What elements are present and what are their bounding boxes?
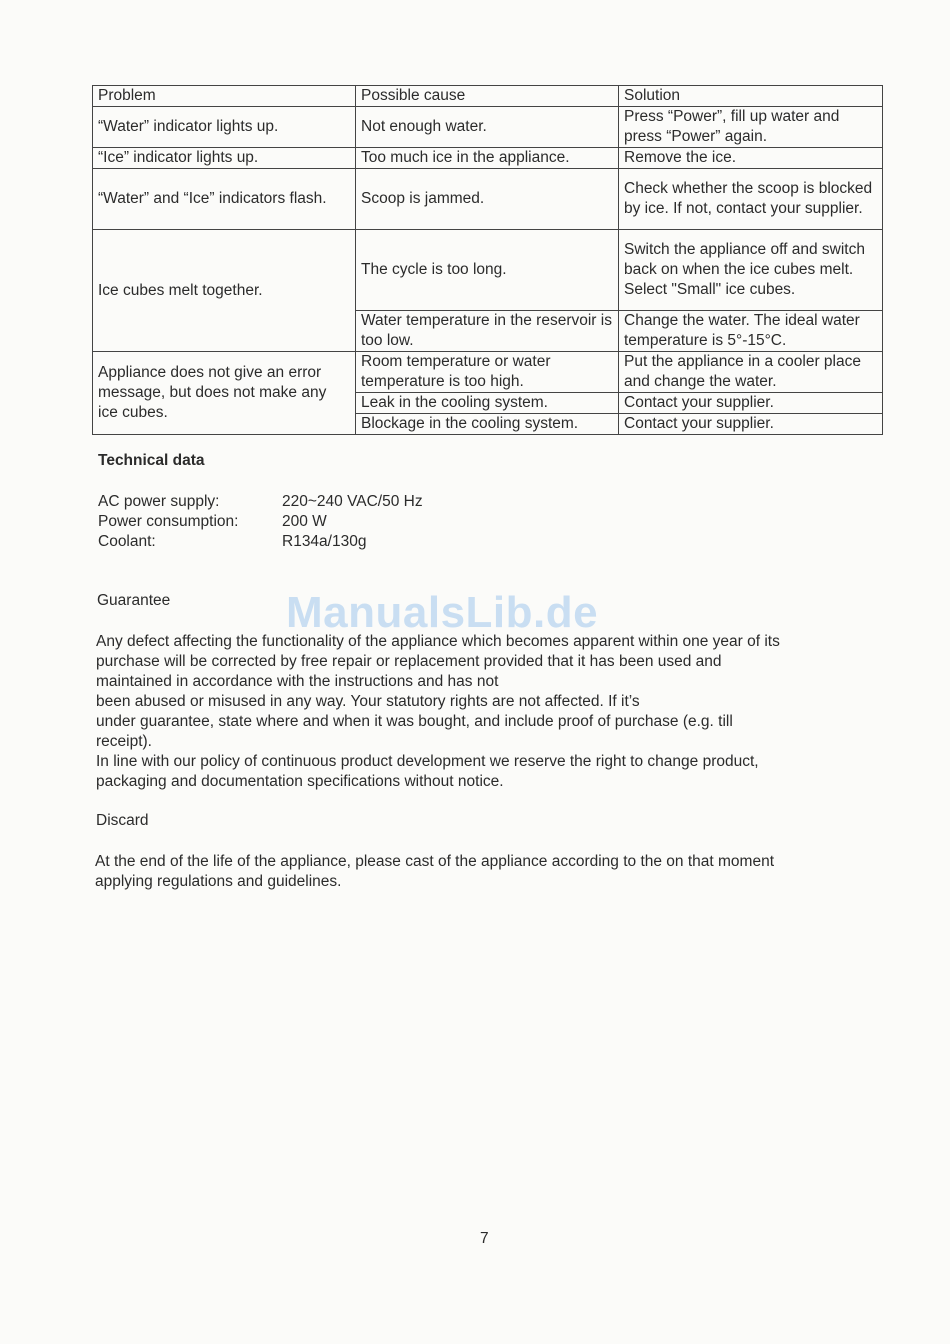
spec-row [98,512,327,532]
problem-cell: Appliance does not give an error message, but does not make any ice cubes. [93,352,356,435]
table-row [93,169,883,230]
header-solution: Solution [619,86,883,107]
cause-cell: Leak in the cooling system. [356,393,619,414]
text-line: Any defect affecting the functionality of the appliance which becomes apparent within one year of its [96,633,780,650]
cause-cell: The cycle is too long. [356,230,619,311]
header-possible-cause: Possible cause [356,86,619,107]
problem-cell: “Water” and “Ice” indicators flash. [93,169,356,230]
solution-cell: Press “Power”, fill up water and press “Power” again. [619,107,883,148]
table-row [93,107,883,148]
solution-cell: Switch the appliance off and switch back on when the ice cubes melt. Select "Small" ice cubes. [619,230,883,311]
text-line: At the end of the life of the appliance, please cast of the appliance according to the on that moment [95,853,775,870]
text-line: In line with our policy of continuous product development we reserve the right to change product, [96,753,759,770]
solution-cell: Change the water. The ideal water temperature is 5°-15°C. [619,311,883,352]
text-line: receipt). [96,733,152,750]
problem-cell: “Ice” indicator lights up. [93,148,356,169]
table-row [93,352,883,393]
cause-cell: Too much ice in the appliance. [356,148,619,169]
troubleshooting-table [92,85,883,435]
solution-cell: Check whether the scoop is blocked by ice. If not, contact your supplier. [619,169,883,230]
guarantee-text [96,632,886,792]
table-row [93,148,883,169]
solution-cell: Contact your supplier. [619,393,883,414]
cause-cell: Water temperature in the reservoir is too low. [356,311,619,352]
text-line: been abused or misused in any way. Your statutory rights are not affected. If it’s [96,693,640,710]
technical-data-title: Technical data [98,452,205,469]
cause-cell: Not enough water. [356,107,619,148]
solution-cell: Remove the ice. [619,148,883,169]
spec-value: R134a/130g [282,533,367,550]
discard-heading: Discard [96,812,149,829]
spec-label: Coolant: [98,533,156,550]
text-line: packaging and documentation specifications without notice. [96,773,504,790]
discard-text [95,852,885,892]
header-problem: Problem [93,86,356,107]
guarantee-heading: Guarantee [97,592,171,609]
spec-row [98,492,423,512]
cause-cell: Room temperature or water temperature is too high. [356,352,619,393]
text-line: applying regulations and guidelines. [95,873,342,890]
text-line: purchase will be corrected by free repair or replacement provided that it has been used and [96,653,722,670]
text-line: maintained in accordance with the instructions and has not [96,673,499,690]
text-line: under guarantee, state where and when it was bought, and include proof of purchase (e.g. till [96,713,733,730]
spec-value: 220~240 VAC/50 Hz [282,493,423,510]
solution-cell: Put the appliance in a cooler place and change the water. [619,352,883,393]
cause-cell: Scoop is jammed. [356,169,619,230]
problem-cell: “Water” indicator lights up. [93,107,356,148]
spec-label: AC power supply: [98,493,220,510]
problem-cell: Ice cubes melt together. [93,230,356,352]
spec-label: Power consumption: [98,513,239,530]
watermark: ManualsLib.de [286,588,599,637]
spec-value: 200 W [282,513,327,530]
spec-row [98,532,366,552]
page-number: 7 [480,1230,489,1247]
table-row [93,230,883,311]
solution-cell: Contact your supplier. [619,414,883,435]
table-header-row [93,86,883,107]
cause-cell: Blockage in the cooling system. [356,414,619,435]
